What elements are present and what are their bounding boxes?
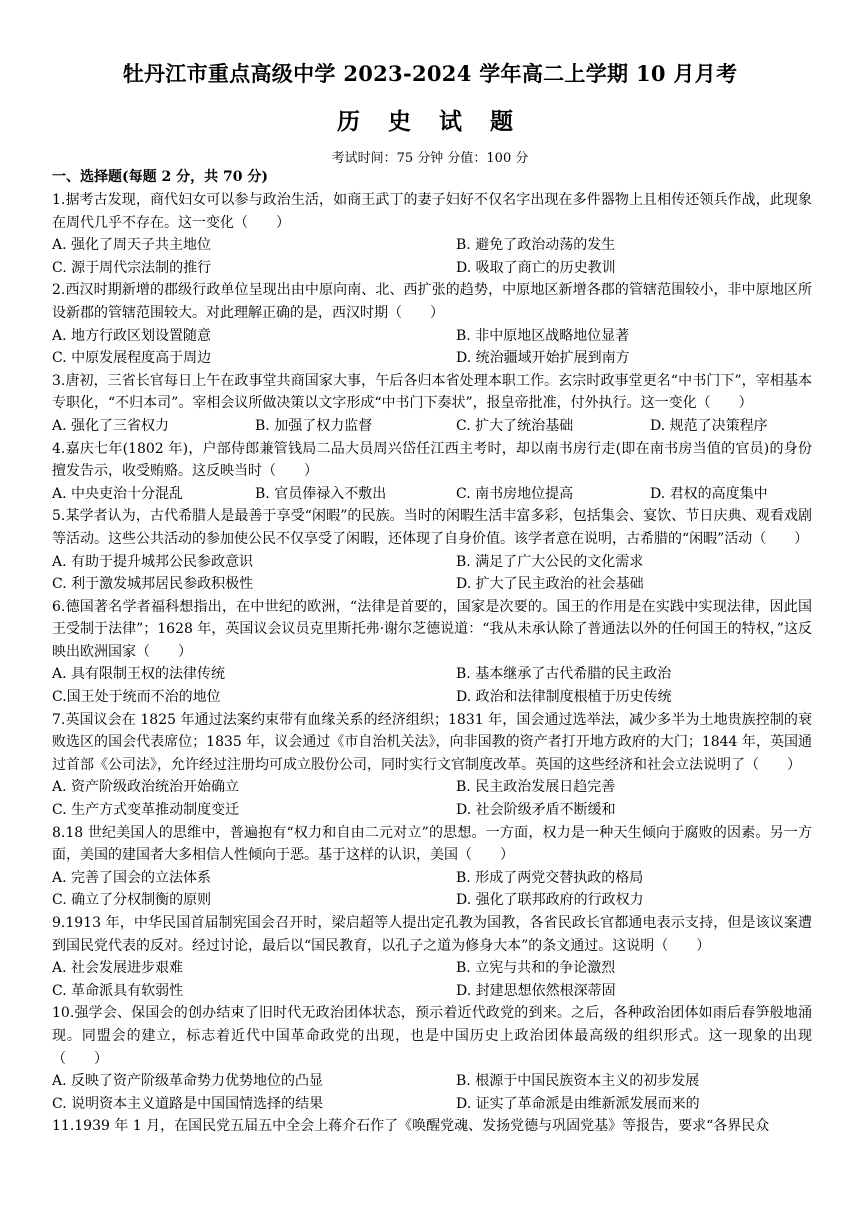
option-a: A. 具有限制王权的法律传统 xyxy=(52,666,226,683)
option-group xyxy=(52,325,812,370)
option-b: B. 满足了广大公民的文化需求 xyxy=(456,553,644,570)
question-item xyxy=(52,596,812,709)
question-item xyxy=(52,279,812,369)
option-group xyxy=(52,551,812,596)
question-stem: 4.嘉庆七年(1802 年)，户部侍郎兼管钱局二品大员周兴岱任江西主考时，却以南书房行走(即在南书房当值的官员)的身份擅发告示，收受贿赂。这反映当时（ ） xyxy=(52,440,813,480)
option-group xyxy=(52,663,812,708)
option-b: B. 官员俸禄入不敷出 xyxy=(255,485,387,502)
option-b: B. 加强了权力监督 xyxy=(255,417,373,434)
option-d: D. 社会阶级矛盾不断缓和 xyxy=(456,802,616,819)
section-heading: 一、选择题(每题 2 分，共 70 分) xyxy=(52,169,268,185)
question-item xyxy=(52,822,812,912)
question-stem: 11.1939 年 1 月，在国民党五届五中全会上蒋介石作了《唤醒党魂、发扬党德与巩固党基》等报告，要求“各界民众 xyxy=(52,1118,770,1135)
option-d: D. 规范了决策程序 xyxy=(650,417,768,434)
option-a: A. 有助于提升城邦公民参政意识 xyxy=(52,553,254,570)
question-stem: 7.英国议会在 1825 年通过法案约束带有血缘关系的经济组织；1831 年，国会通过选举法，减少多半为土地贵族控制的衰败选区的国会代表席位；1835 年，议会通过《市自治机关法》，向非国教的资产者打开地方政府的大门；1844 年，英国通过首部《公司法》，允许经过注册均可成立股份公司，同时实行文官制度改革。英国的这些经济和社会立法说明了（ ） xyxy=(52,711,812,773)
option-b: B. 基本继承了古代希腊的民主政治 xyxy=(456,666,672,683)
option-a: A. 中央吏治十分混乱 xyxy=(52,485,184,502)
option-d: D. 证实了革命派是由维新派发展而来的 xyxy=(456,1095,700,1112)
option-c: C. 扩大了统治基础 xyxy=(456,417,574,434)
question-item xyxy=(52,505,812,595)
option-group xyxy=(52,957,812,1002)
option-group xyxy=(52,483,812,506)
option-group xyxy=(52,234,812,279)
option-d: D. 扩大了民主政治的社会基础 xyxy=(456,576,644,593)
question-item xyxy=(52,370,812,438)
exam-time-score: 考试时间：75 分钟 分值：100 分 xyxy=(331,151,529,166)
option-c: C. 革命派具有软弱性 xyxy=(52,982,184,999)
option-group xyxy=(52,867,812,912)
question-item xyxy=(52,1115,812,1138)
option-group xyxy=(52,776,812,821)
option-a: A. 反映了资产阶级革命势力优势地位的凸显 xyxy=(52,1073,324,1090)
option-d: D. 吸取了商亡的历史教训 xyxy=(456,259,616,276)
question-stem: 9.1913 年，中华民国首届制宪国会召开时，梁启超等人提出定孔教为国教，各省民政长官都通电表示支持，但是该议案遭到国民党代表的反对。经过讨论，最后以“国民教育，以孔子之道为修身大本”的条文通过。这说明（ ） xyxy=(52,915,812,954)
exam-subject-title: 历 史 试 题 xyxy=(336,108,524,135)
question-stem: 3.唐初，三省长官每日上午在政事堂共商国家大事，午后各归本省处理本职工作。玄宗时政事堂更名“中书门下”，宰相基本专职化，“不归本司”。宰相会议所做决策以文字形成“中书门下奏状”，报皇帝批准，付外执行。这一变化（ ） xyxy=(52,372,812,412)
option-group xyxy=(52,415,812,438)
option-d: D. 君权的高度集中 xyxy=(650,485,768,502)
option-d: D. 强化了联邦政府的行政权力 xyxy=(456,892,644,909)
option-a: A. 资产阶级政治统治开始确立 xyxy=(52,779,240,796)
option-b: B. 形成了两党交替执政的格局 xyxy=(456,869,644,886)
option-a: A. 地方行政区划设置随意 xyxy=(52,327,212,344)
option-group xyxy=(52,1070,812,1115)
option-c: C. 南书房地位提高 xyxy=(456,485,574,502)
exam-title: 牡丹江市重点高级中学 2023-2024 学年高二上学期 10 月月考 xyxy=(122,61,738,86)
option-b: B. 立宪与共和的争论激烈 xyxy=(456,960,616,977)
question-stem: 1.据考古发现，商代妇女可以参与政治生活，如商王武丁的妻子妇好不仅名字出现在多件器物上且相传还领兵作战，此现象在周代几乎不存在。这一变化（ ） xyxy=(52,192,812,231)
question-stem: 5.某学者认为，古代希腊人是最善于享受“闲暇”的民族。当时的闲暇生活丰富多彩，包括集会、宴饮、节日庆典、观看戏剧等活动。这些公共活动的参加使公民不仅享受了闲暇，还体现了自身价值。该学者意在说明，古希腊的“闲暇”活动（ ） xyxy=(52,508,812,547)
question-list xyxy=(52,189,812,1138)
option-c: C. 生产方式变革推动制度变迁 xyxy=(52,802,240,819)
option-c: C. 源于周代宗法制的推行 xyxy=(52,259,212,276)
option-d: D. 政治和法律制度根植于历史传统 xyxy=(456,689,672,706)
question-stem: 6.德国著名学者福科想指出，在中世纪的欧洲，“法律是首要的，国家是次要的。国王的作用是在实践中实现法律，因此国王受制于法律”；1628 年，英国议会议员克里斯托弗·谢尔芝德说道：“我从未承认除了普通法以外的任何国王的特权，”这反映出欧洲国家（ ） xyxy=(52,598,812,660)
question-stem: 10.强学会、保国会的创办结束了旧时代无政治团体状态，预示着近代政党的到来。之后，各种政治团体如雨后春笋般地涌现。同盟会的建立，标志着近代中国革命政党的出现，也是中国历史上政治团体最高级的组织形式。这一现象的出现（ ） xyxy=(52,1005,812,1067)
question-stem: 8.18 世纪美国人的思维中，普遍抱有“权力和自由二元对立”的思想。一方面，权力是一种天生倾向于腐败的因素。另一方面，美国的建国者大多相信人性倾向于恶。基于这样的认识，美国（ ） xyxy=(52,824,812,864)
question-item xyxy=(52,438,812,506)
question-item xyxy=(52,912,812,1002)
option-c: C. 说明资本主义道路是中国国情选择的结果 xyxy=(52,1095,324,1112)
option-a: A. 完善了国会的立法体系 xyxy=(52,869,212,886)
question-item xyxy=(52,189,812,279)
option-a: A. 强化了三省权力 xyxy=(52,417,170,434)
question-stem: 2.西汉时期新增的郡级行政单位呈现出由中原向南、北、西扩张的趋势，中原地区新增各郡的管辖范围较小，非中原地区所设新郡的管辖范围较大。对此理解正确的是，西汉时期（ ） xyxy=(52,282,812,321)
option-d: D. 封建思想依然根深蒂固 xyxy=(456,982,616,999)
question-item xyxy=(52,1002,812,1115)
option-a: A. 强化了周天子共主地位 xyxy=(52,237,212,254)
option-a: A. 社会发展进步艰难 xyxy=(52,960,184,977)
option-d: D. 统治疆域开始扩展到南方 xyxy=(456,350,630,367)
option-c: C.国王处于统而不治的地位 xyxy=(52,689,221,706)
question-item xyxy=(52,709,812,822)
option-c: C. 利于激发城邦居民参政积极性 xyxy=(52,576,254,593)
option-b: B. 民主政治发展日趋完善 xyxy=(456,779,616,796)
option-c: C. 确立了分权制衡的原则 xyxy=(52,892,212,909)
option-b: B. 避免了政治动荡的发生 xyxy=(456,237,616,254)
option-b: B. 非中原地区战略地位显著 xyxy=(456,327,630,344)
option-b: B. 根源于中国民族资本主义的初步发展 xyxy=(456,1073,700,1090)
option-c: C. 中原发展程度高于周边 xyxy=(52,350,212,367)
